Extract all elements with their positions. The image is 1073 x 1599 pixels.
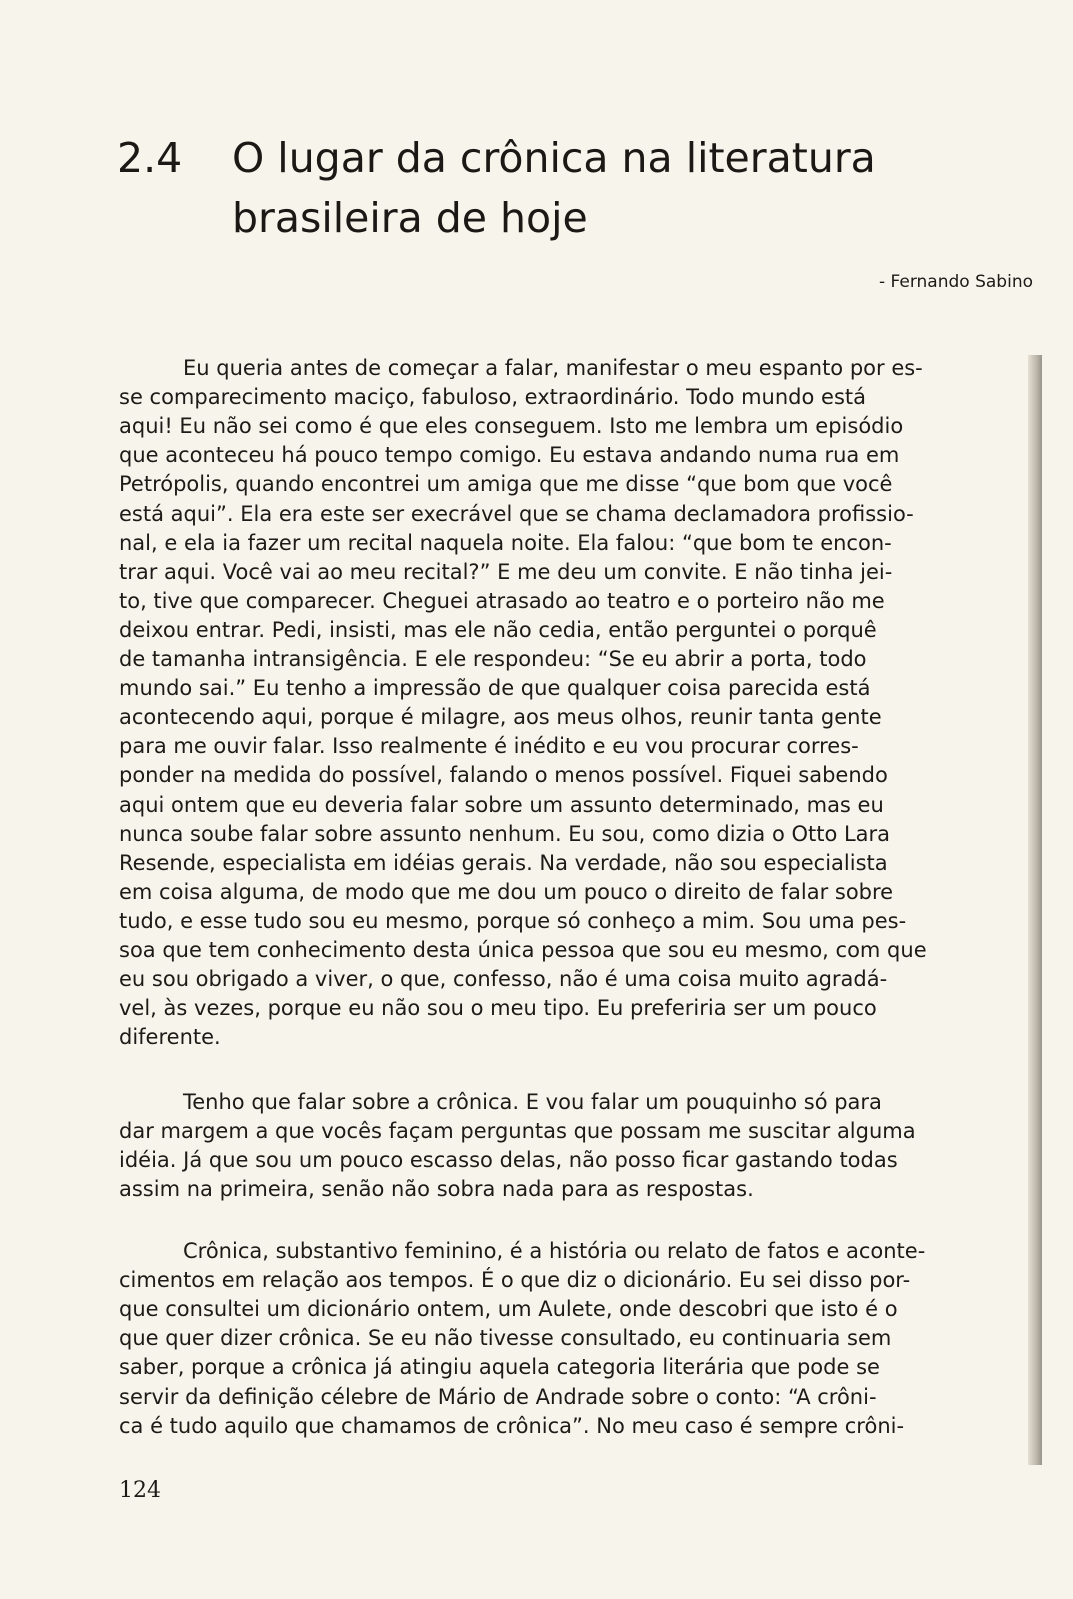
paragraph-line: nunca soube falar sobre assunto nenhum. Eu sou, como dizia o Otto Lara — [119, 821, 891, 846]
section-title-line: O lugar da crônica na literatura — [232, 134, 876, 182]
paragraph-line: em coisa alguma, de modo que me dou um pouco o direito de falar sobre — [119, 879, 894, 904]
paragraph-line: servir da definição célebre de Mário de Andrade sobre o conto: “A crôni- — [119, 1384, 877, 1409]
paragraph-line: de tamanha intransigência. E ele respondeu: “Se eu abrir a porta, todo — [119, 647, 867, 671]
paragraph-line: Eu queria antes de começar a falar, manifestar o meu espanto por es- — [183, 356, 923, 380]
paragraph-line: vel, às vezes, porque eu não sou o meu tipo. Eu preferiria ser um pouco — [119, 996, 877, 1021]
paragraph-line: aqui ontem que eu deveria falar sobre um assunto determinado, mas eu — [119, 792, 884, 817]
section-title-line: brasileira de hoje — [232, 194, 588, 242]
paragraph-line: Petrópolis, quando encontrei um amiga que me disse “que bom que você — [119, 472, 893, 497]
paragraph-line: mundo sai.” Eu tenho a impressão de que qualquer coisa parecida está — [119, 676, 871, 701]
paragraph-line: que quer dizer crônica. Se eu não tivesse consultado, eu continuaria sem — [119, 1326, 892, 1351]
paragraph-line: acontecendo aqui, porque é milagre, aos meus olhos, reunir tanta gente — [119, 705, 882, 730]
paragraph-line: está aqui”. Ela era este ser execrável que se chama declamadora profissio- — [119, 501, 914, 526]
paragraph-line: dar margem a que vocês façam perguntas que possam me suscitar alguma — [119, 1119, 916, 1144]
paragraph-line: que consultei um dicionário ontem, um Aulete, onde descobri que isto é o — [119, 1297, 898, 1322]
paragraph-line: ponder na medida do possível, falando o menos possível. Fiquei sabendo — [119, 763, 888, 788]
paragraph-line: cimentos em relação aos tempos. É o que diz o dicionário. Eu sei disso por- — [119, 1268, 911, 1293]
paragraph-line: idéia. Já que sou um pouco escasso delas, não posso ficar gastando todas — [119, 1148, 898, 1173]
paragraph-line: diferente. — [119, 1025, 221, 1050]
paragraph-line: nal, e ela ia fazer um recital naquela noite. Ela falou: “que bom te encon- — [119, 530, 892, 555]
paragraph-line: que aconteceu há pouco tempo comigo. Eu estava andando numa rua em — [119, 443, 900, 468]
paragraph-line: soa que tem conhecimento desta única pessoa que sou eu mesmo, com que — [119, 938, 927, 962]
section-title — [232, 128, 972, 248]
paragraph-line: saber, porque a crônica já atingiu aquela categoria literária que pode se — [119, 1355, 880, 1380]
paragraph-line: trar aqui. Você vai ao meu recital?” E me deu um convite. E não tinha jei- — [119, 559, 893, 584]
paragraph-line: to, tive que comparecer. Cheguei atrasado ao teatro e o porteiro não me — [119, 588, 885, 613]
paragraph-line: Tenho que falar sobre a crônica. E vou falar um pouquinho só para — [183, 1090, 882, 1114]
paragraph-line: assim na primeira, senão não sobra nada para as respostas. — [119, 1177, 754, 1202]
paragraph-line: Resende, especialista em idéias gerais. Na verdade, não sou especialista — [119, 850, 888, 875]
page-binding-edge — [1028, 355, 1042, 1465]
paragraph-line: se comparecimento maciço, fabuloso, extraordinário. Todo mundo está — [119, 385, 866, 410]
section-number: 2.4 — [117, 134, 183, 182]
page-number: 124 — [119, 1478, 161, 1503]
paragraph-line: eu sou obrigado a viver, o que, confesso, não é uma coisa muito agradá- — [119, 967, 888, 992]
paragraph-line: aqui! Eu não sei como é que eles conseguem. Isto me lembra um episódio — [119, 414, 904, 439]
paragraph-line: deixou entrar. Pedi, insisti, mas ele não cedia, então perguntei o porquê — [119, 617, 877, 642]
author-attribution: - Fernando Sabino — [879, 272, 1033, 292]
paragraph-line: tudo, e esse tudo sou eu mesmo, porque só conheço a mim. Sou uma pes- — [119, 908, 907, 933]
paragraph-line: Crônica, substantivo feminino, é a história ou relato de fatos e aconte- — [183, 1239, 926, 1263]
paragraph-line: ca é tudo aquilo que chamamos de crônica”. No meu caso é sempre crôni- — [119, 1413, 905, 1438]
paragraph-line: para me ouvir falar. Isso realmente é inédito e eu vou procurar corres- — [119, 734, 859, 759]
